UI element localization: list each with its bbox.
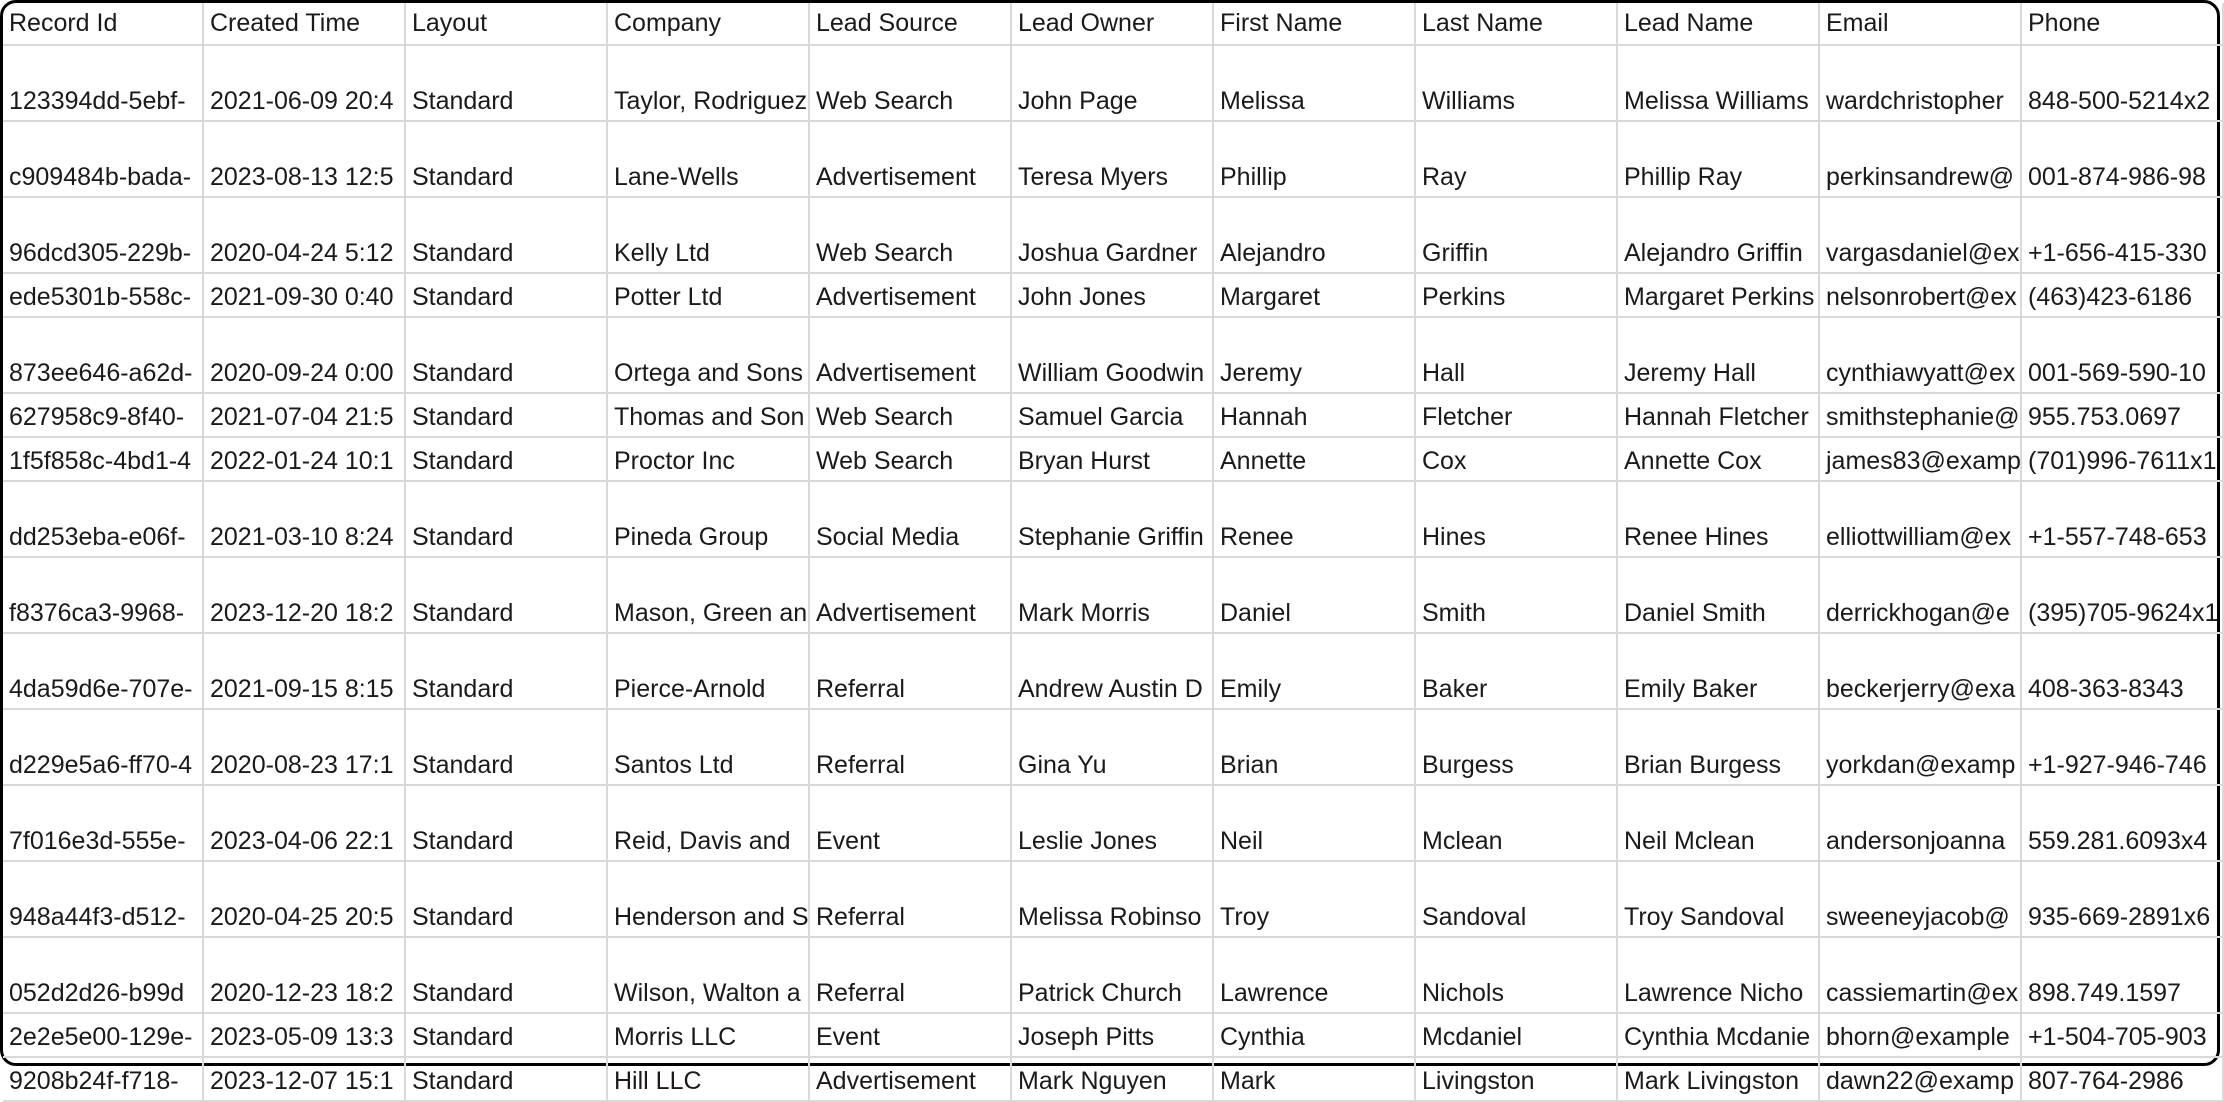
- cell-last-name[interactable]: Sandoval: [1415, 861, 1617, 937]
- cell-lead-owner[interactable]: John Jones: [1011, 273, 1213, 317]
- cell-company[interactable]: Santos Ltd: [607, 709, 809, 785]
- cell-first-name[interactable]: Emily: [1213, 633, 1415, 709]
- cell-lead-name[interactable]: Cynthia Mcdanie: [1617, 1013, 1819, 1057]
- cell-first-name[interactable]: Phillip: [1213, 121, 1415, 197]
- cell-lead-name[interactable]: Brian Burgess: [1617, 709, 1819, 785]
- cell-layout[interactable]: Standard: [405, 937, 607, 1013]
- table-row[interactable]: [3, 121, 2223, 197]
- table-row[interactable]: [3, 273, 2223, 317]
- cell-lead-name[interactable]: Renee Hines: [1617, 481, 1819, 557]
- cell-lead-name[interactable]: Troy Sandoval: [1617, 861, 1819, 937]
- cell-company[interactable]: Ortega and Sons: [607, 317, 809, 393]
- cell-email[interactable]: cassiemartin@ex: [1819, 937, 2021, 1013]
- cell-layout[interactable]: Standard: [405, 785, 607, 861]
- cell-created-time[interactable]: 2023-04-06 22:1: [203, 785, 405, 861]
- cell-company[interactable]: Pierce-Arnold: [607, 633, 809, 709]
- cell-lead-source[interactable]: Web Search: [809, 393, 1011, 437]
- cell-phone[interactable]: 955.753.0697: [2021, 393, 2223, 437]
- table-row[interactable]: [3, 633, 2223, 709]
- cell-company[interactable]: Lane-Wells: [607, 121, 809, 197]
- cell-phone[interactable]: 807-764-2986: [2021, 1057, 2223, 1101]
- cell-lead-owner[interactable]: Andrew Austin D: [1011, 633, 1213, 709]
- cell-record-id[interactable]: 123394dd-5ebf-: [3, 45, 203, 121]
- table-row[interactable]: [3, 197, 2223, 273]
- cell-first-name[interactable]: Margaret: [1213, 273, 1415, 317]
- cell-email[interactable]: elliottwilliam@ex: [1819, 481, 2021, 557]
- cell-lead-owner[interactable]: Bryan Hurst: [1011, 437, 1213, 481]
- cell-first-name[interactable]: Cynthia: [1213, 1013, 1415, 1057]
- cell-lead-owner[interactable]: Gina Yu: [1011, 709, 1213, 785]
- cell-created-time[interactable]: 2023-12-07 15:1: [203, 1057, 405, 1101]
- cell-lead-owner[interactable]: Patrick Church: [1011, 937, 1213, 1013]
- cell-last-name[interactable]: Cox: [1415, 437, 1617, 481]
- cell-lead-name[interactable]: Jeremy Hall: [1617, 317, 1819, 393]
- cell-created-time[interactable]: 2021-07-04 21:5: [203, 393, 405, 437]
- header-row: [3, 3, 2223, 45]
- cell-company[interactable]: Morris LLC: [607, 1013, 809, 1057]
- cell-company[interactable]: Hill LLC: [607, 1057, 809, 1101]
- cell-lead-owner[interactable]: Stephanie Griffin: [1011, 481, 1213, 557]
- cell-email[interactable]: dawn22@examp: [1819, 1057, 2021, 1101]
- cell-layout[interactable]: Standard: [405, 709, 607, 785]
- cell-lead-owner[interactable]: Joseph Pitts: [1011, 1013, 1213, 1057]
- cell-last-name[interactable]: Perkins: [1415, 273, 1617, 317]
- table-row[interactable]: [3, 861, 2223, 937]
- cell-phone[interactable]: 848-500-5214x2: [2021, 45, 2223, 121]
- cell-lead-source[interactable]: Advertisement: [809, 317, 1011, 393]
- cell-last-name[interactable]: Livingston: [1415, 1057, 1617, 1101]
- cell-record-id[interactable]: f8376ca3-9968-: [3, 557, 203, 633]
- cell-created-time[interactable]: 2023-05-09 13:3: [203, 1013, 405, 1057]
- cell-phone[interactable]: 935-669-2891x6: [2021, 861, 2223, 937]
- leads-table: [3, 3, 2224, 1102]
- cell-lead-source[interactable]: Web Search: [809, 197, 1011, 273]
- cell-phone[interactable]: 559.281.6093x4: [2021, 785, 2223, 861]
- cell-layout[interactable]: Standard: [405, 1057, 607, 1101]
- cell-layout[interactable]: Standard: [405, 393, 607, 437]
- cell-phone[interactable]: 898.749.1597: [2021, 937, 2223, 1013]
- cell-lead-name[interactable]: Mark Livingston: [1617, 1057, 1819, 1101]
- cell-lead-name[interactable]: Melissa Williams: [1617, 45, 1819, 121]
- cell-first-name[interactable]: Troy: [1213, 861, 1415, 937]
- cell-lead-owner[interactable]: John Page: [1011, 45, 1213, 121]
- cell-email[interactable]: bhorn@example: [1819, 1013, 2021, 1057]
- cell-record-id[interactable]: d229e5a6-ff70-4: [3, 709, 203, 785]
- cell-record-id[interactable]: 9208b24f-f718-: [3, 1057, 203, 1101]
- cell-layout[interactable]: Standard: [405, 273, 607, 317]
- cell-email[interactable]: sweeneyjacob@: [1819, 861, 2021, 937]
- cell-email[interactable]: nelsonrobert@ex: [1819, 273, 2021, 317]
- cell-company[interactable]: Potter Ltd: [607, 273, 809, 317]
- cell-record-id[interactable]: 873ee646-a62d-: [3, 317, 203, 393]
- cell-layout[interactable]: Standard: [405, 557, 607, 633]
- cell-lead-source[interactable]: Advertisement: [809, 121, 1011, 197]
- cell-first-name[interactable]: Alejandro: [1213, 197, 1415, 273]
- cell-lead-owner[interactable]: Samuel Garcia: [1011, 393, 1213, 437]
- cell-first-name[interactable]: Neil: [1213, 785, 1415, 861]
- cell-record-id[interactable]: dd253eba-e06f-: [3, 481, 203, 557]
- cell-record-id[interactable]: 2e2e5e00-129e-: [3, 1013, 203, 1057]
- cell-layout[interactable]: Standard: [405, 437, 607, 481]
- table-row[interactable]: [3, 557, 2223, 633]
- column-header-first-name[interactable]: First Name: [1213, 3, 1415, 45]
- cell-last-name[interactable]: Hall: [1415, 317, 1617, 393]
- table-row[interactable]: [3, 1013, 2223, 1057]
- cell-lead-name[interactable]: Lawrence Nicho: [1617, 937, 1819, 1013]
- cell-lead-source[interactable]: Web Search: [809, 437, 1011, 481]
- cell-created-time[interactable]: 2021-06-09 20:4: [203, 45, 405, 121]
- column-header-lead-owner[interactable]: Lead Owner: [1011, 3, 1213, 45]
- cell-created-time[interactable]: 2020-04-25 20:5: [203, 861, 405, 937]
- cell-email[interactable]: andersonjoanna: [1819, 785, 2021, 861]
- cell-lead-owner[interactable]: Joshua Gardner: [1011, 197, 1213, 273]
- cell-record-id[interactable]: ede5301b-558c-: [3, 273, 203, 317]
- cell-layout[interactable]: Standard: [405, 197, 607, 273]
- cell-last-name[interactable]: Burgess: [1415, 709, 1617, 785]
- cell-last-name[interactable]: Hines: [1415, 481, 1617, 557]
- cell-created-time[interactable]: 2020-04-24 5:12: [203, 197, 405, 273]
- cell-first-name[interactable]: Daniel: [1213, 557, 1415, 633]
- cell-record-id[interactable]: 948a44f3-d512-: [3, 861, 203, 937]
- table-row[interactable]: [3, 785, 2223, 861]
- cell-email[interactable]: vargasdaniel@ex: [1819, 197, 2021, 273]
- cell-last-name[interactable]: Nichols: [1415, 937, 1617, 1013]
- cell-first-name[interactable]: Renee: [1213, 481, 1415, 557]
- cell-email[interactable]: beckerjerry@exa: [1819, 633, 2021, 709]
- cell-lead-name[interactable]: Annette Cox: [1617, 437, 1819, 481]
- cell-email[interactable]: wardchristopher: [1819, 45, 2021, 121]
- cell-company[interactable]: Mason, Green an: [607, 557, 809, 633]
- cell-layout[interactable]: Standard: [405, 481, 607, 557]
- cell-record-id[interactable]: 4da59d6e-707e-: [3, 633, 203, 709]
- column-header-lead-name[interactable]: Lead Name: [1617, 3, 1819, 45]
- cell-lead-source[interactable]: Referral: [809, 861, 1011, 937]
- cell-company[interactable]: Thomas and Son: [607, 393, 809, 437]
- cell-lead-name[interactable]: Emily Baker: [1617, 633, 1819, 709]
- cell-email[interactable]: smithstephanie@: [1819, 393, 2021, 437]
- cell-created-time[interactable]: 2021-09-15 8:15: [203, 633, 405, 709]
- column-header-company[interactable]: Company: [607, 3, 809, 45]
- cell-phone[interactable]: (701)996-7611x1: [2021, 437, 2223, 481]
- cell-record-id[interactable]: 7f016e3d-555e-: [3, 785, 203, 861]
- column-header-email[interactable]: Email: [1819, 3, 2021, 45]
- cell-lead-source[interactable]: Event: [809, 785, 1011, 861]
- cell-lead-source[interactable]: Social Media: [809, 481, 1011, 557]
- cell-record-id[interactable]: 96dcd305-229b-: [3, 197, 203, 273]
- cell-lead-owner[interactable]: Leslie Jones: [1011, 785, 1213, 861]
- table-row[interactable]: [3, 393, 2223, 437]
- cell-first-name[interactable]: Lawrence: [1213, 937, 1415, 1013]
- cell-lead-owner[interactable]: Mark Morris: [1011, 557, 1213, 633]
- cell-phone[interactable]: (463)423-6186: [2021, 273, 2223, 317]
- cell-lead-source[interactable]: Advertisement: [809, 1057, 1011, 1101]
- table-row[interactable]: [3, 437, 2223, 481]
- cell-lead-source[interactable]: Referral: [809, 633, 1011, 709]
- column-header-phone[interactable]: Phone: [2021, 3, 2223, 45]
- table-row[interactable]: [3, 937, 2223, 1013]
- column-header-last-name[interactable]: Last Name: [1415, 3, 1617, 45]
- cell-phone[interactable]: +1-656-415-330: [2021, 197, 2223, 273]
- cell-last-name[interactable]: Baker: [1415, 633, 1617, 709]
- cell-company[interactable]: Kelly Ltd: [607, 197, 809, 273]
- cell-email[interactable]: yorkdan@examp: [1819, 709, 2021, 785]
- cell-layout[interactable]: Standard: [405, 317, 607, 393]
- cell-first-name[interactable]: Brian: [1213, 709, 1415, 785]
- cell-company[interactable]: Wilson, Walton a: [607, 937, 809, 1013]
- cell-phone[interactable]: 408-363-8343: [2021, 633, 2223, 709]
- cell-company[interactable]: Henderson and S: [607, 861, 809, 937]
- column-header-record-id[interactable]: Record Id: [3, 3, 203, 45]
- cell-first-name[interactable]: Jeremy: [1213, 317, 1415, 393]
- cell-last-name[interactable]: Fletcher: [1415, 393, 1617, 437]
- cell-email[interactable]: cynthiawyatt@ex: [1819, 317, 2021, 393]
- cell-created-time[interactable]: 2020-08-23 17:1: [203, 709, 405, 785]
- table-row[interactable]: [3, 709, 2223, 785]
- cell-created-time[interactable]: 2021-09-30 0:40: [203, 273, 405, 317]
- cell-first-name[interactable]: Mark: [1213, 1057, 1415, 1101]
- cell-lead-name[interactable]: Phillip Ray: [1617, 121, 1819, 197]
- cell-record-id[interactable]: 052d2d26-b99d: [3, 937, 203, 1013]
- cell-lead-name[interactable]: Neil Mclean: [1617, 785, 1819, 861]
- cell-email[interactable]: perkinsandrew@: [1819, 121, 2021, 197]
- cell-lead-name[interactable]: Hannah Fletcher: [1617, 393, 1819, 437]
- cell-last-name[interactable]: Mclean: [1415, 785, 1617, 861]
- cell-first-name[interactable]: Annette: [1213, 437, 1415, 481]
- cell-phone[interactable]: (395)705-9624x1: [2021, 557, 2223, 633]
- cell-record-id[interactable]: c909484b-bada-: [3, 121, 203, 197]
- cell-lead-owner[interactable]: Mark Nguyen: [1011, 1057, 1213, 1101]
- cell-created-time[interactable]: 2021-03-10 8:24: [203, 481, 405, 557]
- cell-lead-source[interactable]: Referral: [809, 709, 1011, 785]
- cell-phone[interactable]: +1-927-946-746: [2021, 709, 2223, 785]
- cell-layout[interactable]: Standard: [405, 1013, 607, 1057]
- cell-lead-owner[interactable]: Melissa Robinso: [1011, 861, 1213, 937]
- cell-lead-name[interactable]: Daniel Smith: [1617, 557, 1819, 633]
- cell-created-time[interactable]: 2023-12-20 18:2: [203, 557, 405, 633]
- cell-first-name[interactable]: Melissa: [1213, 45, 1415, 121]
- cell-company[interactable]: Proctor Inc: [607, 437, 809, 481]
- cell-phone[interactable]: 001-874-986-98: [2021, 121, 2223, 197]
- cell-last-name[interactable]: Mcdaniel: [1415, 1013, 1617, 1057]
- cell-layout[interactable]: Standard: [405, 633, 607, 709]
- cell-company[interactable]: Taylor, Rodriguez: [607, 45, 809, 121]
- table-header: [3, 3, 2223, 45]
- cell-phone[interactable]: +1-504-705-903: [2021, 1013, 2223, 1057]
- column-header-lead-source[interactable]: Lead Source: [809, 3, 1011, 45]
- column-header-created-time[interactable]: Created Time: [203, 3, 405, 45]
- cell-email[interactable]: derrickhogan@e: [1819, 557, 2021, 633]
- column-header-layout[interactable]: Layout: [405, 3, 607, 45]
- cell-lead-owner[interactable]: Teresa Myers: [1011, 121, 1213, 197]
- table-row[interactable]: [3, 317, 2223, 393]
- cell-created-time[interactable]: 2022-01-24 10:1: [203, 437, 405, 481]
- cell-last-name[interactable]: Griffin: [1415, 197, 1617, 273]
- cell-email[interactable]: james83@examp: [1819, 437, 2021, 481]
- cell-record-id[interactable]: 1f5f858c-4bd1-4: [3, 437, 203, 481]
- cell-last-name[interactable]: Williams: [1415, 45, 1617, 121]
- cell-lead-source[interactable]: Referral: [809, 937, 1011, 1013]
- cell-last-name[interactable]: Ray: [1415, 121, 1617, 197]
- cell-phone[interactable]: +1-557-748-653: [2021, 481, 2223, 557]
- cell-company[interactable]: Pineda Group: [607, 481, 809, 557]
- cell-lead-source[interactable]: Advertisement: [809, 273, 1011, 317]
- cell-lead-name[interactable]: Alejandro Griffin: [1617, 197, 1819, 273]
- cell-layout[interactable]: Standard: [405, 121, 607, 197]
- table-row[interactable]: [3, 45, 2223, 121]
- cell-layout[interactable]: Standard: [405, 861, 607, 937]
- table-row[interactable]: [3, 1057, 2223, 1101]
- cell-last-name[interactable]: Smith: [1415, 557, 1617, 633]
- cell-lead-name[interactable]: Margaret Perkins: [1617, 273, 1819, 317]
- cell-lead-source[interactable]: Event: [809, 1013, 1011, 1057]
- cell-layout[interactable]: Standard: [405, 45, 607, 121]
- table-row[interactable]: [3, 481, 2223, 557]
- cell-lead-source[interactable]: Advertisement: [809, 557, 1011, 633]
- cell-created-time[interactable]: 2020-12-23 18:2: [203, 937, 405, 1013]
- cell-record-id[interactable]: 627958c9-8f40-: [3, 393, 203, 437]
- cell-created-time[interactable]: 2020-09-24 0:00: [203, 317, 405, 393]
- table-body: [3, 45, 2223, 1101]
- cell-first-name[interactable]: Hannah: [1213, 393, 1415, 437]
- cell-created-time[interactable]: 2023-08-13 12:5: [203, 121, 405, 197]
- cell-phone[interactable]: 001-569-590-10: [2021, 317, 2223, 393]
- cell-lead-owner[interactable]: William Goodwin: [1011, 317, 1213, 393]
- cell-lead-source[interactable]: Web Search: [809, 45, 1011, 121]
- cell-company[interactable]: Reid, Davis and: [607, 785, 809, 861]
